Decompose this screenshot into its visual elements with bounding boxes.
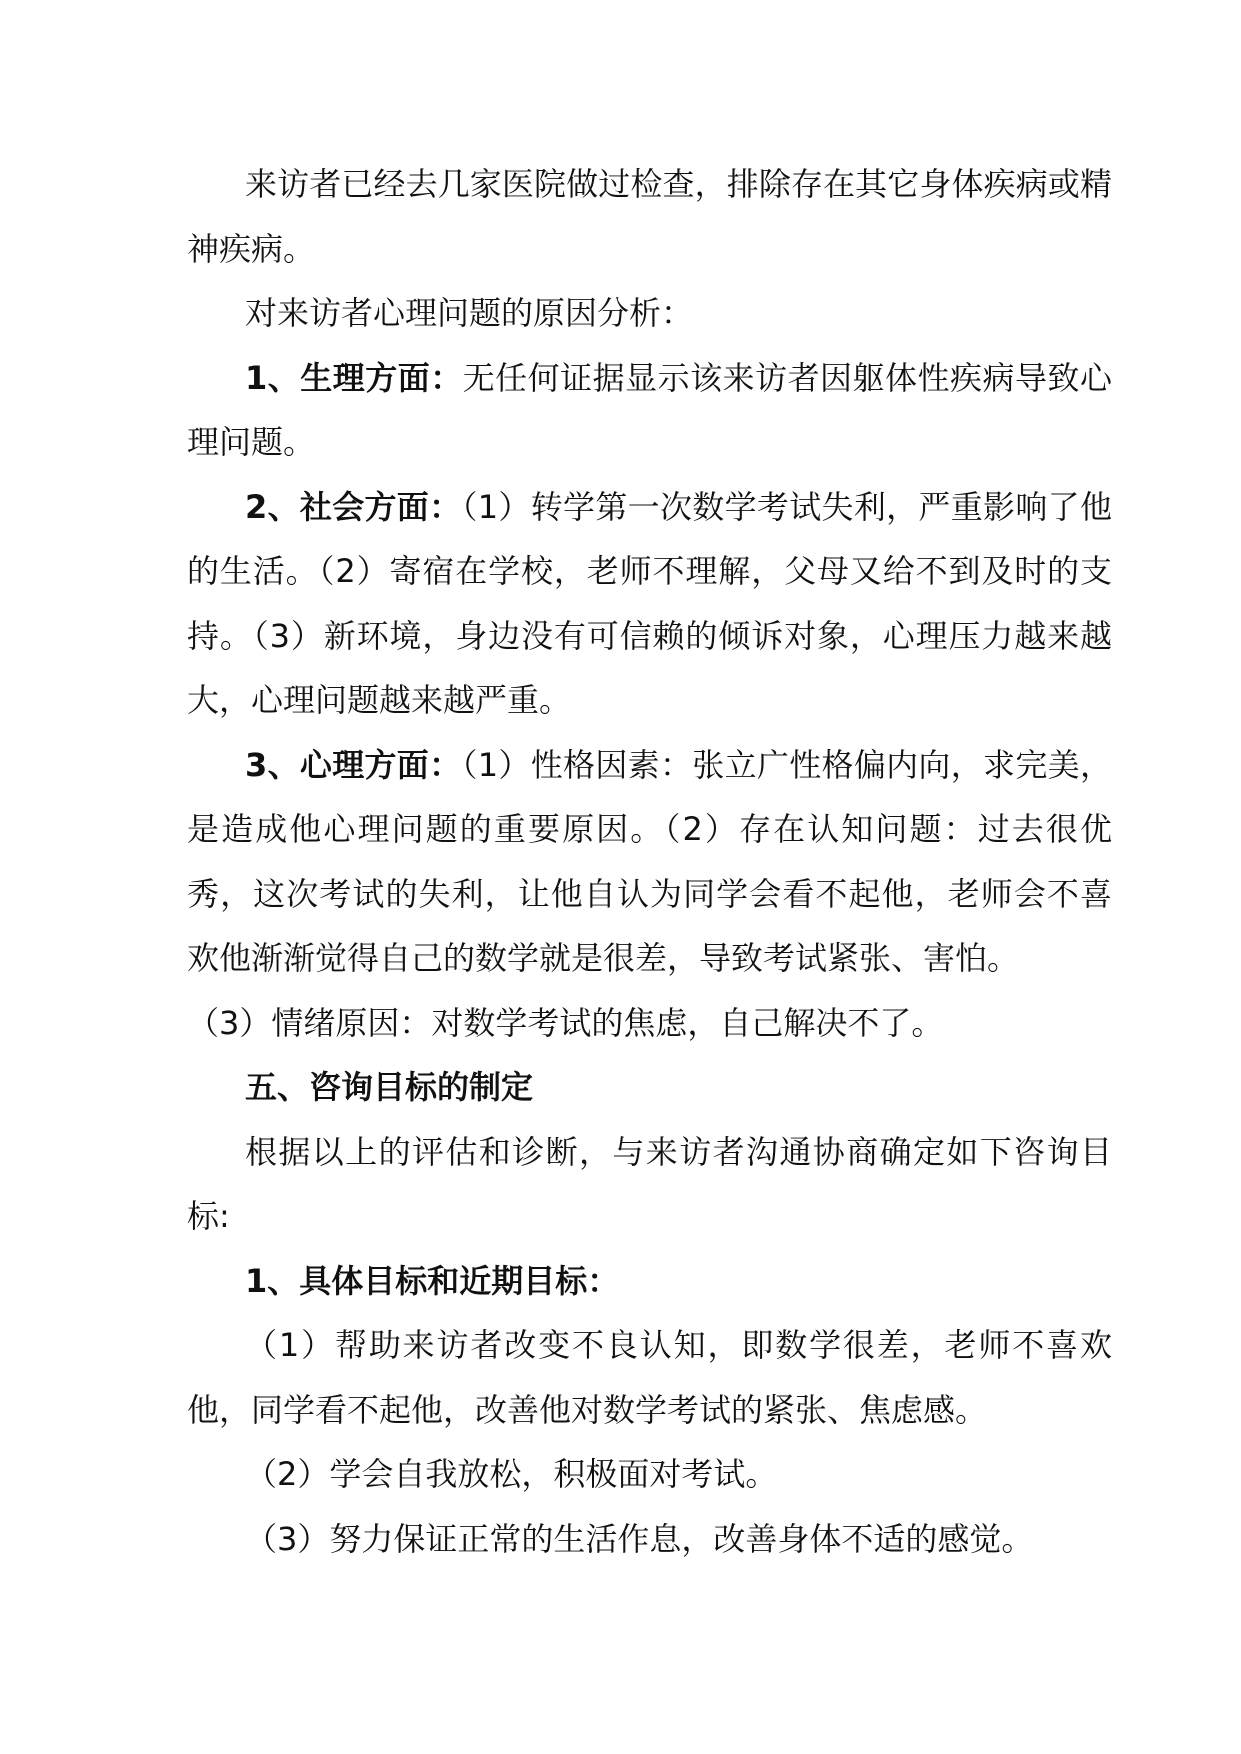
paragraph-text: （3）努力保证正常的生活作息，改善身体不适的感觉。 [245, 1519, 1034, 1558]
paragraph-goal-3 [187, 1507, 1112, 1572]
paragraph-exam-history [187, 152, 1112, 281]
section-heading-text: 五、咨询目标的制定 [245, 1068, 534, 1106]
paragraph-text: （2）学会自我放松，积极面对考试。 [245, 1455, 778, 1493]
paragraph-text: 对来访者心理问题的原因分析： [245, 294, 694, 332]
paragraph-social [187, 475, 1112, 733]
paragraph-text: 无任何证据显示该来访者因躯体性疾病导致心理问题。 [187, 358, 1112, 461]
paragraph-goal-1 [187, 1313, 1112, 1442]
paragraph-physiological [187, 346, 1112, 475]
paragraph-psychological [187, 733, 1112, 991]
document-page [187, 152, 1112, 1571]
paragraph-text: （3）情绪原因：对数学考试的焦虑，自己解决不了。 [187, 1003, 944, 1042]
subheading-text: 1、具体目标和近期目标： [245, 1261, 620, 1300]
paragraph-goal-2 [187, 1442, 1112, 1507]
paragraph-heading: 3、心理方面： [245, 745, 462, 784]
paragraph-heading: 1、生理方面： [245, 358, 463, 397]
paragraph-cause-analysis [187, 281, 1112, 346]
paragraph-text: （1）转学第一次数学考试失利，严重影响了他的生活。（2）寄宿在学校，老师不理解，父母又给不到及时的支持。（3）新环境，身边没有可信赖的倾诉对象，心理压力越来越大，心理问题越来越严重。 [187, 487, 1112, 719]
paragraph-text: （1）帮助来访者改变不良认知，即数学很差，老师不喜欢他，同学看不起他，改善他对数学考试的紧张、焦虑感。 [187, 1326, 1112, 1429]
paragraph-text: 根据以上的评估和诊断，与来访者沟通协商确定如下咨询目标: [187, 1132, 1112, 1235]
section-heading-goals [187, 1055, 1112, 1120]
paragraph-emotion [187, 991, 1112, 1056]
subheading-specific-goals [187, 1249, 1112, 1314]
paragraph-text: （1）性格因素：张立广性格偏内向，求完美，是造成他心理问题的重要原因。（2）存在认知问题：过去很优秀，这次考试的失利，让他自认为同学会看不起他，老师会不喜欢他渐渐觉得自己的数学就是很差，导致考试紧张、害怕。 [187, 745, 1112, 977]
paragraph-text: 来访者已经去几家医院做过检查，排除存在其它身体疾病或精神疾病。 [187, 165, 1112, 268]
paragraph-goal-intro [187, 1120, 1112, 1249]
paragraph-heading: 2、社会方面： [245, 487, 462, 526]
